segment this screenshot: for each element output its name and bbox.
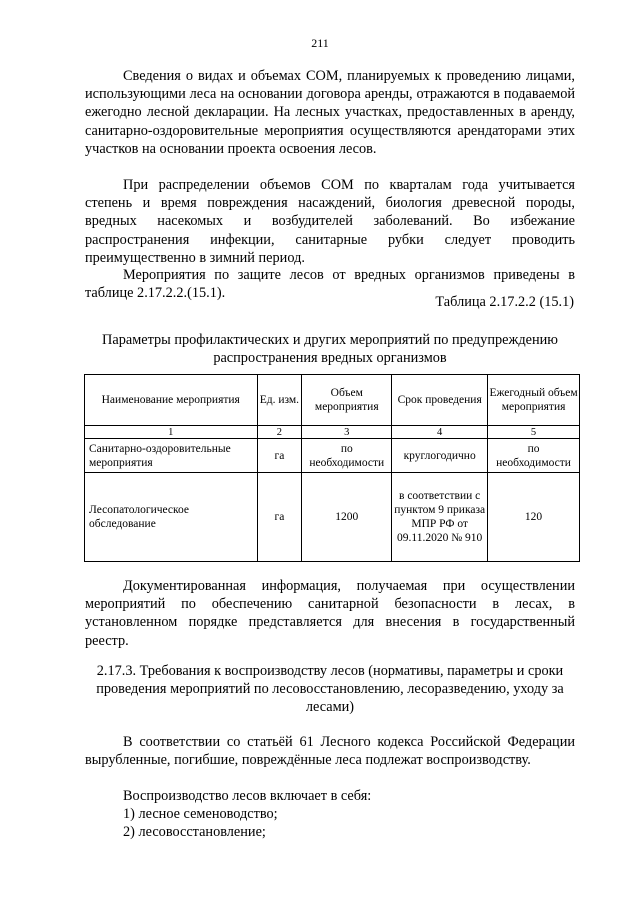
column-number: 5 [488, 426, 580, 439]
table-cell: по необходимости [488, 439, 580, 473]
paragraph-table-reference: Мероприятия по защите лесов от вредных организмов приведены в таблице 2.17.2.2.(15.1). [85, 267, 575, 302]
column-number: 4 [392, 426, 488, 439]
paragraph-reproduction-includes: Воспроизводство лесов включает в себя: [123, 788, 372, 804]
table-label: Таблица 2.17.2.2 (15.1) [435, 294, 574, 310]
table-cell: 120 [488, 473, 580, 562]
header-cell: Срок проведения [392, 375, 488, 426]
table-cell: га [257, 439, 302, 473]
paragraph-som-distribution: При распределении объемов СОМ по кварталам года учитывается степень и время повреждения насаждений, биология древесной породы, вредных насекомых и возбудителей заболеваний. Во избежание распространения инфекции, санитарные рубки следует проводить преимущественно в зимний период. [85, 177, 575, 266]
paragraph-documented-info: Документированная информация, получаемая при осуществлении мероприятий по обеспечению санитарной безопасности в лесах, в установленном порядке представляется для внесения в государственный реестр. [85, 578, 575, 649]
table-header-row [85, 375, 580, 426]
table-cell: в соответствии с пунктом 9 приказа МПР РФ от 09.11.2020 № 910 [392, 473, 488, 562]
header-cell: Объем мероприятия [302, 375, 392, 426]
table-cell: по необходимости [302, 439, 392, 473]
column-number: 1 [85, 426, 258, 439]
header-cell: Ед. изм. [257, 375, 302, 426]
paragraph-som-info: Сведения о видах и объемах СОМ, планируемых к проведению лицами, использующими леса на основании договора аренды, отражаются в подаваемой ежегодно лесной декларации. На лесных участках, предоставленных в аренду, санитарно-оздоровительные мероприятия осуществляются арендаторами этих участков на основании проекта освоения лесов. [85, 68, 575, 157]
list-item: 2) лесовосстановление; [123, 824, 266, 840]
list-item: 1) лесное семеноводство; [123, 806, 278, 822]
header-cell: Ежегодный объем мероприятия [488, 375, 580, 426]
measures-table [84, 374, 580, 562]
header-cell: Наименование мероприятия [85, 375, 258, 426]
table-cell: 1200 [302, 473, 392, 562]
table-title: Параметры профилактических и других мероприятий по предупреждению распространения вредных организмов [102, 332, 558, 367]
column-number: 2 [257, 426, 302, 439]
table-cell: круглогодично [392, 439, 488, 473]
table-row [85, 439, 580, 473]
section-heading: 2.17.3. Требования к воспроизводству лесов (нормативы, параметры и сроки проведения мероприятий по лесовосстановлению, лесоразведению, уходу за лесами) [96, 663, 564, 716]
column-number-row [85, 426, 580, 439]
column-number: 3 [302, 426, 392, 439]
table-cell: Лесопатологическое обследование [85, 473, 258, 562]
table-cell: Санитарно-оздоровительные мероприятия [85, 439, 258, 473]
table-cell: га [257, 473, 302, 562]
page-number: 211 [311, 36, 329, 50]
paragraph-forest-code: В соответствии со статьёй 61 Лесного кодекса Российской Федерации вырубленные, погибшие, повреждённые леса подлежат воспроизводству. [85, 734, 575, 769]
table-row [85, 473, 580, 562]
